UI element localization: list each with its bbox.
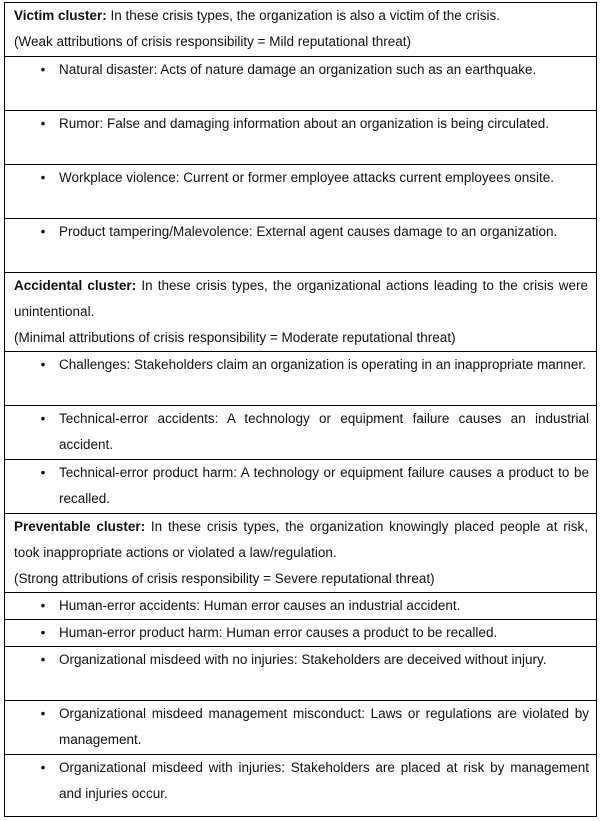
bullet-icon: • (40, 224, 46, 239)
bullet-icon: • (40, 760, 46, 775)
bullet-icon: • (40, 170, 46, 185)
crisis-cluster-table (4, 2, 597, 817)
list-item (5, 111, 596, 165)
list-item-text: Organizational misdeed with no injuries: Stakeholders are deceived without injury. (59, 652, 547, 667)
section-header-accidental (5, 273, 596, 352)
bullet-icon: • (40, 652, 46, 667)
bullet-icon: • (40, 116, 46, 131)
bullet-icon: • (40, 357, 46, 372)
list-item (5, 352, 596, 406)
list-item-text: Technical-error product harm: A technology or equipment failure causes a product to be recalled. (59, 465, 589, 506)
bullet-icon: • (40, 706, 46, 721)
section-attribution: (Minimal attributions of crisis responsibility = Moderate reputational threat) (14, 330, 456, 345)
list-item (5, 219, 596, 273)
list-item (5, 620, 596, 647)
list-item (5, 755, 596, 809)
list-item (5, 57, 596, 111)
section-header-preventable (5, 514, 596, 593)
list-item (5, 165, 596, 219)
list-item-text: Human-error accidents: Human error causes an industrial accident. (59, 598, 461, 613)
list-item-text: Organizational misdeed with injuries: Stakeholders are placed at risk by management and injuries occur. (59, 760, 589, 801)
section-attribution: (Strong attributions of crisis responsibility = Severe reputational threat) (14, 571, 435, 586)
list-item-text: Natural disaster: Acts of nature damage an organization such as an earthquake. (59, 62, 537, 77)
list-item-text: Rumor: False and damaging information about an organization is being circulated. (59, 116, 550, 131)
section-header-victim (5, 3, 596, 57)
list-item-text: Challenges: Stakeholders claim an organization is operating in an inappropriate manner. (59, 357, 586, 372)
section-description: In these crisis types, the organizational actions leading to the crisis were unintentional. (14, 278, 588, 319)
list-item-text: Technical-error accidents: A technology or equipment failure causes an industrial accident. (59, 411, 589, 452)
list-item-text: Workplace violence: Current or former employee attacks current employees onsite. (59, 170, 554, 185)
bullet-icon: • (40, 598, 46, 613)
list-item-text: Human-error product harm: Human error causes a product to be recalled. (59, 625, 498, 640)
bullet-icon: • (40, 625, 46, 640)
list-item-text: Product tampering/Malevolence: External agent causes damage to an organization. (59, 224, 558, 239)
section-title: Preventable cluster (14, 519, 141, 534)
list-item (5, 406, 596, 460)
section-title: Accidental cluster (14, 278, 132, 293)
list-item (5, 701, 596, 755)
section-title: Victim cluster (14, 8, 103, 23)
list-item-text: Organizational misdeed management misconduct: Laws or regulations are violated by management. (59, 706, 589, 747)
list-item (5, 647, 596, 701)
section-heading-line: Accidental cluster: In these crisis types, the organizational actions leading to the crisis were unintentional. (14, 278, 588, 319)
section-heading-line: Victim cluster: In these crisis types, the organization is also a victim of the crisis. (14, 8, 500, 23)
bullet-icon: • (40, 62, 46, 77)
bullet-icon: • (40, 411, 46, 426)
list-item (5, 593, 596, 620)
bullet-icon: • (40, 465, 46, 480)
section-description: In these crisis types, the organization knowingly placed people at risk, took inappropriate actions or violated a law/regulation. (14, 519, 588, 560)
section-description: In these crisis types, the organization is also a victim of the crisis. (106, 8, 500, 23)
section-attribution: (Weak attributions of crisis responsibility = Mild reputational threat) (14, 34, 412, 49)
section-heading-line: Preventable cluster: In these crisis types, the organization knowingly placed people at risk, took inappropriate actions or violated a law/regulation. (14, 519, 588, 560)
list-item (5, 460, 596, 514)
